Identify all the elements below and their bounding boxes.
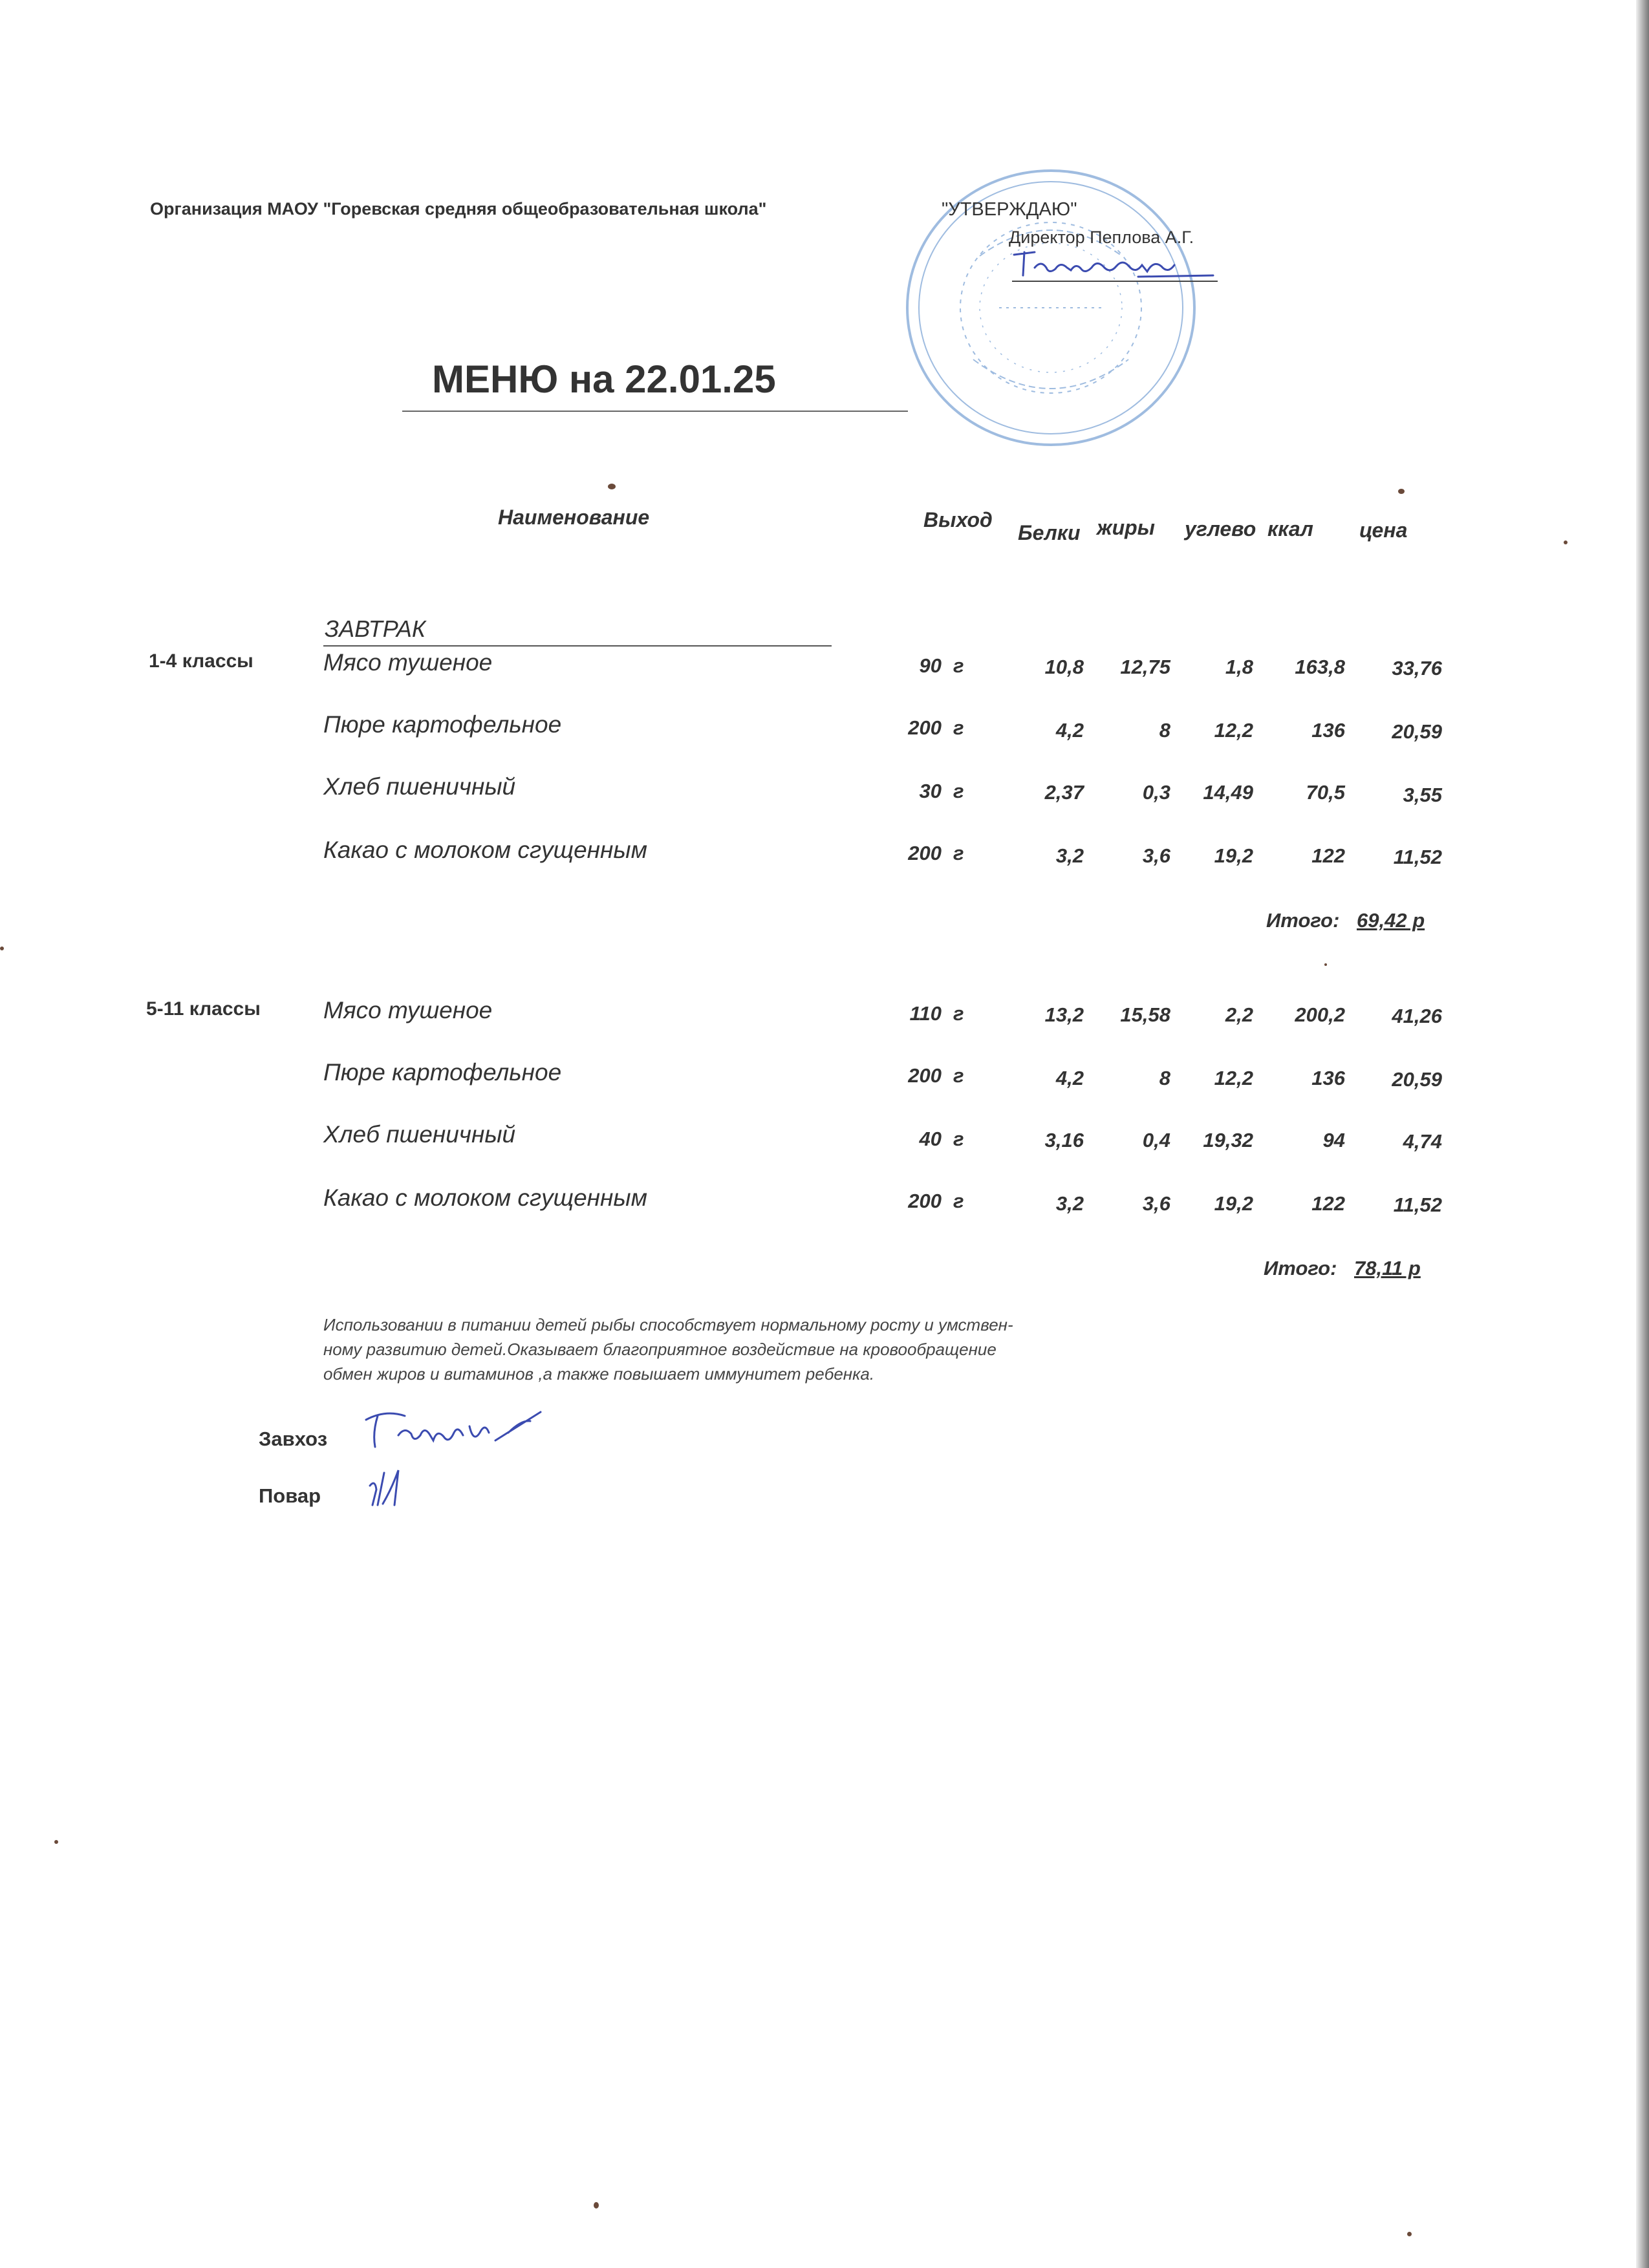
- dish-name: Мясо тушеное: [323, 997, 493, 1023]
- dish-proteins: 2,37: [1044, 781, 1084, 804]
- scan-speck: [0, 947, 4, 950]
- dish-unit: г: [953, 1002, 964, 1025]
- dish-fats: 12,75: [1120, 656, 1170, 678]
- dish-output: 200: [908, 1190, 942, 1212]
- dish-price: 20,59: [1392, 1068, 1442, 1091]
- scan-speck: [1324, 963, 1327, 966]
- dish-unit: г: [953, 842, 964, 864]
- dish-proteins: 3,2: [1055, 844, 1084, 867]
- dish-name: Какао с молоком сгущенным: [323, 837, 647, 863]
- group-label-5-11: 5-11 классы: [146, 998, 261, 1020]
- director-signature: [1009, 246, 1222, 282]
- column-header-fats: жиры: [1097, 516, 1155, 539]
- scan-speck: [54, 1840, 58, 1844]
- scan-speck: [1407, 2232, 1412, 2236]
- meal-heading-underline: [323, 645, 832, 647]
- total-label: Итого:: [1264, 1257, 1337, 1279]
- note-line: Использовании в питании детей рыбы способствует нормальному росту и умствен-: [323, 1315, 1013, 1334]
- dish-name: Пюре картофельное: [323, 711, 562, 738]
- dish-kcal: 122: [1311, 1192, 1345, 1215]
- dish-output: 110: [909, 1002, 942, 1025]
- dish-price: 33,76: [1392, 657, 1442, 679]
- dish-output: 40: [919, 1128, 942, 1150]
- dish-output: 200: [908, 1064, 942, 1087]
- column-header-name: Наименование: [498, 506, 650, 529]
- dish-carbs: 14,49: [1203, 781, 1253, 804]
- dish-unit: г: [953, 780, 964, 802]
- dish-output: 200: [908, 842, 942, 864]
- column-header-price: цена: [1359, 519, 1408, 542]
- note-line: ному развитию детей.Оказывает благоприятное воздействие на кровообращение: [323, 1340, 997, 1359]
- dish-price: 11,52: [1393, 846, 1442, 868]
- dish-fats: 3,6: [1142, 844, 1170, 867]
- dish-price: 3,55: [1403, 784, 1442, 806]
- dish-unit: г: [953, 654, 964, 677]
- meal-heading: ЗАВТРАК: [325, 615, 426, 642]
- dish-price: 20,59: [1392, 720, 1442, 743]
- dish-name: Мясо тушеное: [323, 649, 493, 676]
- dish-kcal: 94: [1322, 1129, 1345, 1151]
- dish-name: Пюре картофельное: [323, 1059, 562, 1086]
- scan-edge-shadow: [1636, 0, 1649, 2268]
- organization-line: Организация МАОУ "Горевская средняя общеобразовательная школа": [150, 199, 767, 219]
- dish-proteins: 3,2: [1055, 1192, 1084, 1215]
- dish-kcal: 136: [1311, 1067, 1345, 1089]
- nutrition-note: [323, 1312, 1132, 1386]
- total-value: 78,11 р: [1354, 1257, 1421, 1279]
- dish-unit: г: [953, 716, 964, 739]
- note-line: обмен жиров и витаминов ,а также повышает иммунитет ребенка.: [323, 1364, 875, 1384]
- dish-price: 4,74: [1403, 1130, 1442, 1153]
- dish-fats: 8: [1159, 1067, 1170, 1089]
- dish-fats: 15,58: [1120, 1003, 1170, 1026]
- total-label: Итого:: [1266, 909, 1340, 932]
- dish-carbs: 12,2: [1214, 719, 1253, 742]
- dish-fats: 0,3: [1142, 781, 1170, 804]
- dish-unit: г: [953, 1128, 964, 1150]
- title-underline: [402, 411, 908, 412]
- approve-label: "УТВЕРЖДАЮ": [942, 199, 1077, 220]
- dish-kcal: 200,2: [1295, 1003, 1345, 1026]
- dish-output: 90: [919, 654, 942, 677]
- cook-signature: [366, 1466, 411, 1509]
- dish-carbs: 1,8: [1225, 656, 1253, 678]
- dish-fats: 0,4: [1142, 1129, 1170, 1151]
- dish-kcal: 136: [1311, 719, 1345, 742]
- column-header-proteins: Белки: [1018, 521, 1081, 544]
- scan-speck: [1398, 489, 1405, 494]
- dish-output: 30: [919, 780, 942, 802]
- dish-unit: г: [953, 1064, 964, 1087]
- cook-label: Повар: [259, 1484, 321, 1507]
- scan-speck: [608, 484, 616, 489]
- scan-speck: [1564, 540, 1568, 544]
- dish-fats: 3,6: [1142, 1192, 1170, 1215]
- dish-output: 200: [908, 716, 942, 739]
- page-title: МЕНЮ на 22.01.25: [432, 358, 776, 401]
- scan-speck: [594, 2202, 599, 2209]
- dish-carbs: 2,2: [1225, 1003, 1253, 1026]
- dish-proteins: 4,2: [1055, 719, 1084, 742]
- column-header-carbs: углево: [1185, 517, 1256, 540]
- total-value: 69,42 р: [1357, 909, 1425, 932]
- dish-proteins: 13,2: [1044, 1003, 1084, 1026]
- dish-carbs: 19,2: [1214, 844, 1253, 867]
- signature-line: [1012, 281, 1218, 282]
- dish-kcal: 163,8: [1295, 656, 1345, 678]
- dish-fats: 8: [1159, 719, 1170, 742]
- dish-price: 41,26: [1392, 1005, 1442, 1027]
- storekeeper-label: Завхоз: [259, 1428, 328, 1450]
- dish-name: Какао с молоком сгущенным: [323, 1184, 647, 1211]
- dish-name: Хлеб пшеничный: [323, 1121, 516, 1148]
- dish-proteins: 10,8: [1044, 656, 1084, 678]
- dish-proteins: 3,16: [1044, 1129, 1084, 1151]
- column-header-kcal: ккал: [1267, 517, 1313, 540]
- group-label-1-4: 1-4 классы: [149, 650, 253, 672]
- dish-name: Хлеб пшеничный: [323, 773, 516, 800]
- director-line: Директор Пеплова А.Г.: [1009, 228, 1194, 247]
- column-header-output: Выход: [923, 508, 993, 531]
- dish-kcal: 122: [1311, 844, 1345, 867]
- dish-proteins: 4,2: [1055, 1067, 1084, 1089]
- dish-unit: г: [953, 1190, 964, 1212]
- dish-carbs: 12,2: [1214, 1067, 1253, 1089]
- dish-kcal: 70,5: [1306, 781, 1345, 804]
- dish-carbs: 19,32: [1203, 1129, 1253, 1151]
- storekeeper-signature: [360, 1407, 547, 1459]
- dish-price: 11,52: [1393, 1193, 1442, 1216]
- dish-carbs: 19,2: [1214, 1192, 1253, 1215]
